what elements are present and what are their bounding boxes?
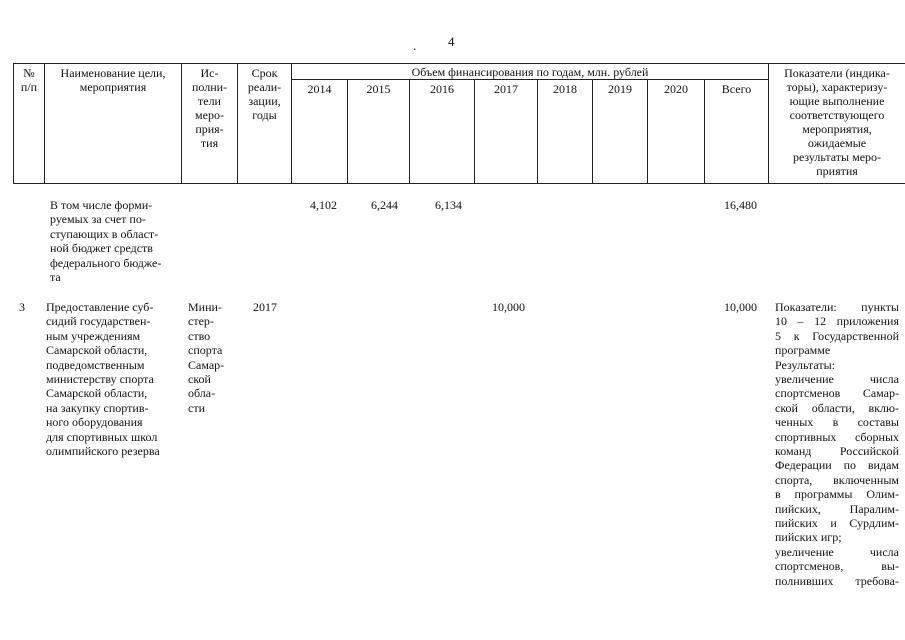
row-1-total: 16,480	[724, 198, 757, 212]
header-col-term: Срок реали- зации, годы	[247, 66, 282, 122]
indicator-line: 10 – 12 приложения	[775, 314, 899, 329]
indicator-line: увеличение числа	[775, 544, 899, 559]
row-2-term: 2017	[253, 300, 277, 314]
header-col-indicators: Показатели (индика- торы), характеризу- ющие выполнение соответствующего мероприятия, ожидаемые результаты меро- приятия	[784, 66, 890, 178]
header-year-2014: 2014	[307, 82, 332, 96]
row-1-2014: 4,102	[310, 198, 337, 212]
page-number: 4	[448, 34, 455, 49]
header-col-executor: Ис- полни- тели меро- прия- тия	[191, 66, 228, 150]
header-year-2015: 2015	[366, 82, 391, 96]
indicator-line: пийских игр;	[775, 530, 842, 545]
row-2-number: 3	[19, 300, 25, 314]
header-col-funding: Объем финансирования по годам, млн. рублей	[411, 65, 649, 79]
header-year-2016: 2016	[430, 82, 454, 96]
header-year-2019: 2019	[608, 82, 632, 96]
row-2-total: 10,000	[724, 300, 757, 314]
indicator-line: спортсменов Самар-	[775, 386, 899, 401]
row-2-name: Предоставление суб- сидий государствен- ным учреждениям Самарской области, подведомственным министерству спорта Самарской области, на закупку спортив- ного оборудования для спортивных школ олимпийского резерва	[46, 300, 160, 459]
header-year-2017: 2017	[494, 82, 518, 96]
header-total: Всего	[721, 82, 752, 96]
indicator-line: пийских, Паралим-	[775, 501, 899, 516]
indicator-line: ченных в составы	[775, 415, 899, 430]
indicator-line: программе	[775, 343, 831, 358]
indicator-line: спортивных сборных	[775, 429, 899, 444]
row-2-executor: Мини- стер- ство спорта Самар- ской обла- сти	[188, 300, 225, 415]
indicator-line: Федерации по видам	[775, 458, 899, 473]
header-col-name: Наименование цели, мероприятия	[60, 66, 166, 94]
row-2-2017: 10,000	[492, 300, 525, 314]
indicator-line: полнивших требова-	[775, 573, 899, 588]
indicator-line: пийских и Сурдлим-	[775, 516, 899, 530]
indicator-line: 5 к Государственной	[775, 328, 899, 343]
indicator-line: Результаты:	[775, 357, 835, 372]
indicator-line: ской области, вклю-	[775, 400, 899, 415]
indicator-line: в программы Олим-	[775, 487, 899, 502]
row-1-2016: 6,134	[435, 198, 462, 212]
row-1-2015: 6,244	[371, 198, 398, 212]
indicator-line: команд Российской	[775, 444, 899, 458]
indicator-line: увеличение числа	[775, 372, 899, 386]
header-year-2018: 2018	[553, 82, 577, 96]
indicator-line: спортсменов, вы-	[775, 559, 899, 574]
header-year-2020: 2020	[664, 82, 688, 96]
header-col-no: № п/п	[20, 66, 38, 94]
row-1-name: В том числе форми- руемых за счет по- ступающих в област- ной бюджет средств федерального бюдже- та	[50, 198, 162, 285]
indicator-line: Показатели: пункты	[775, 300, 899, 314]
page-dot: .	[413, 38, 417, 53]
indicator-line: спорта, включенным	[775, 472, 899, 487]
